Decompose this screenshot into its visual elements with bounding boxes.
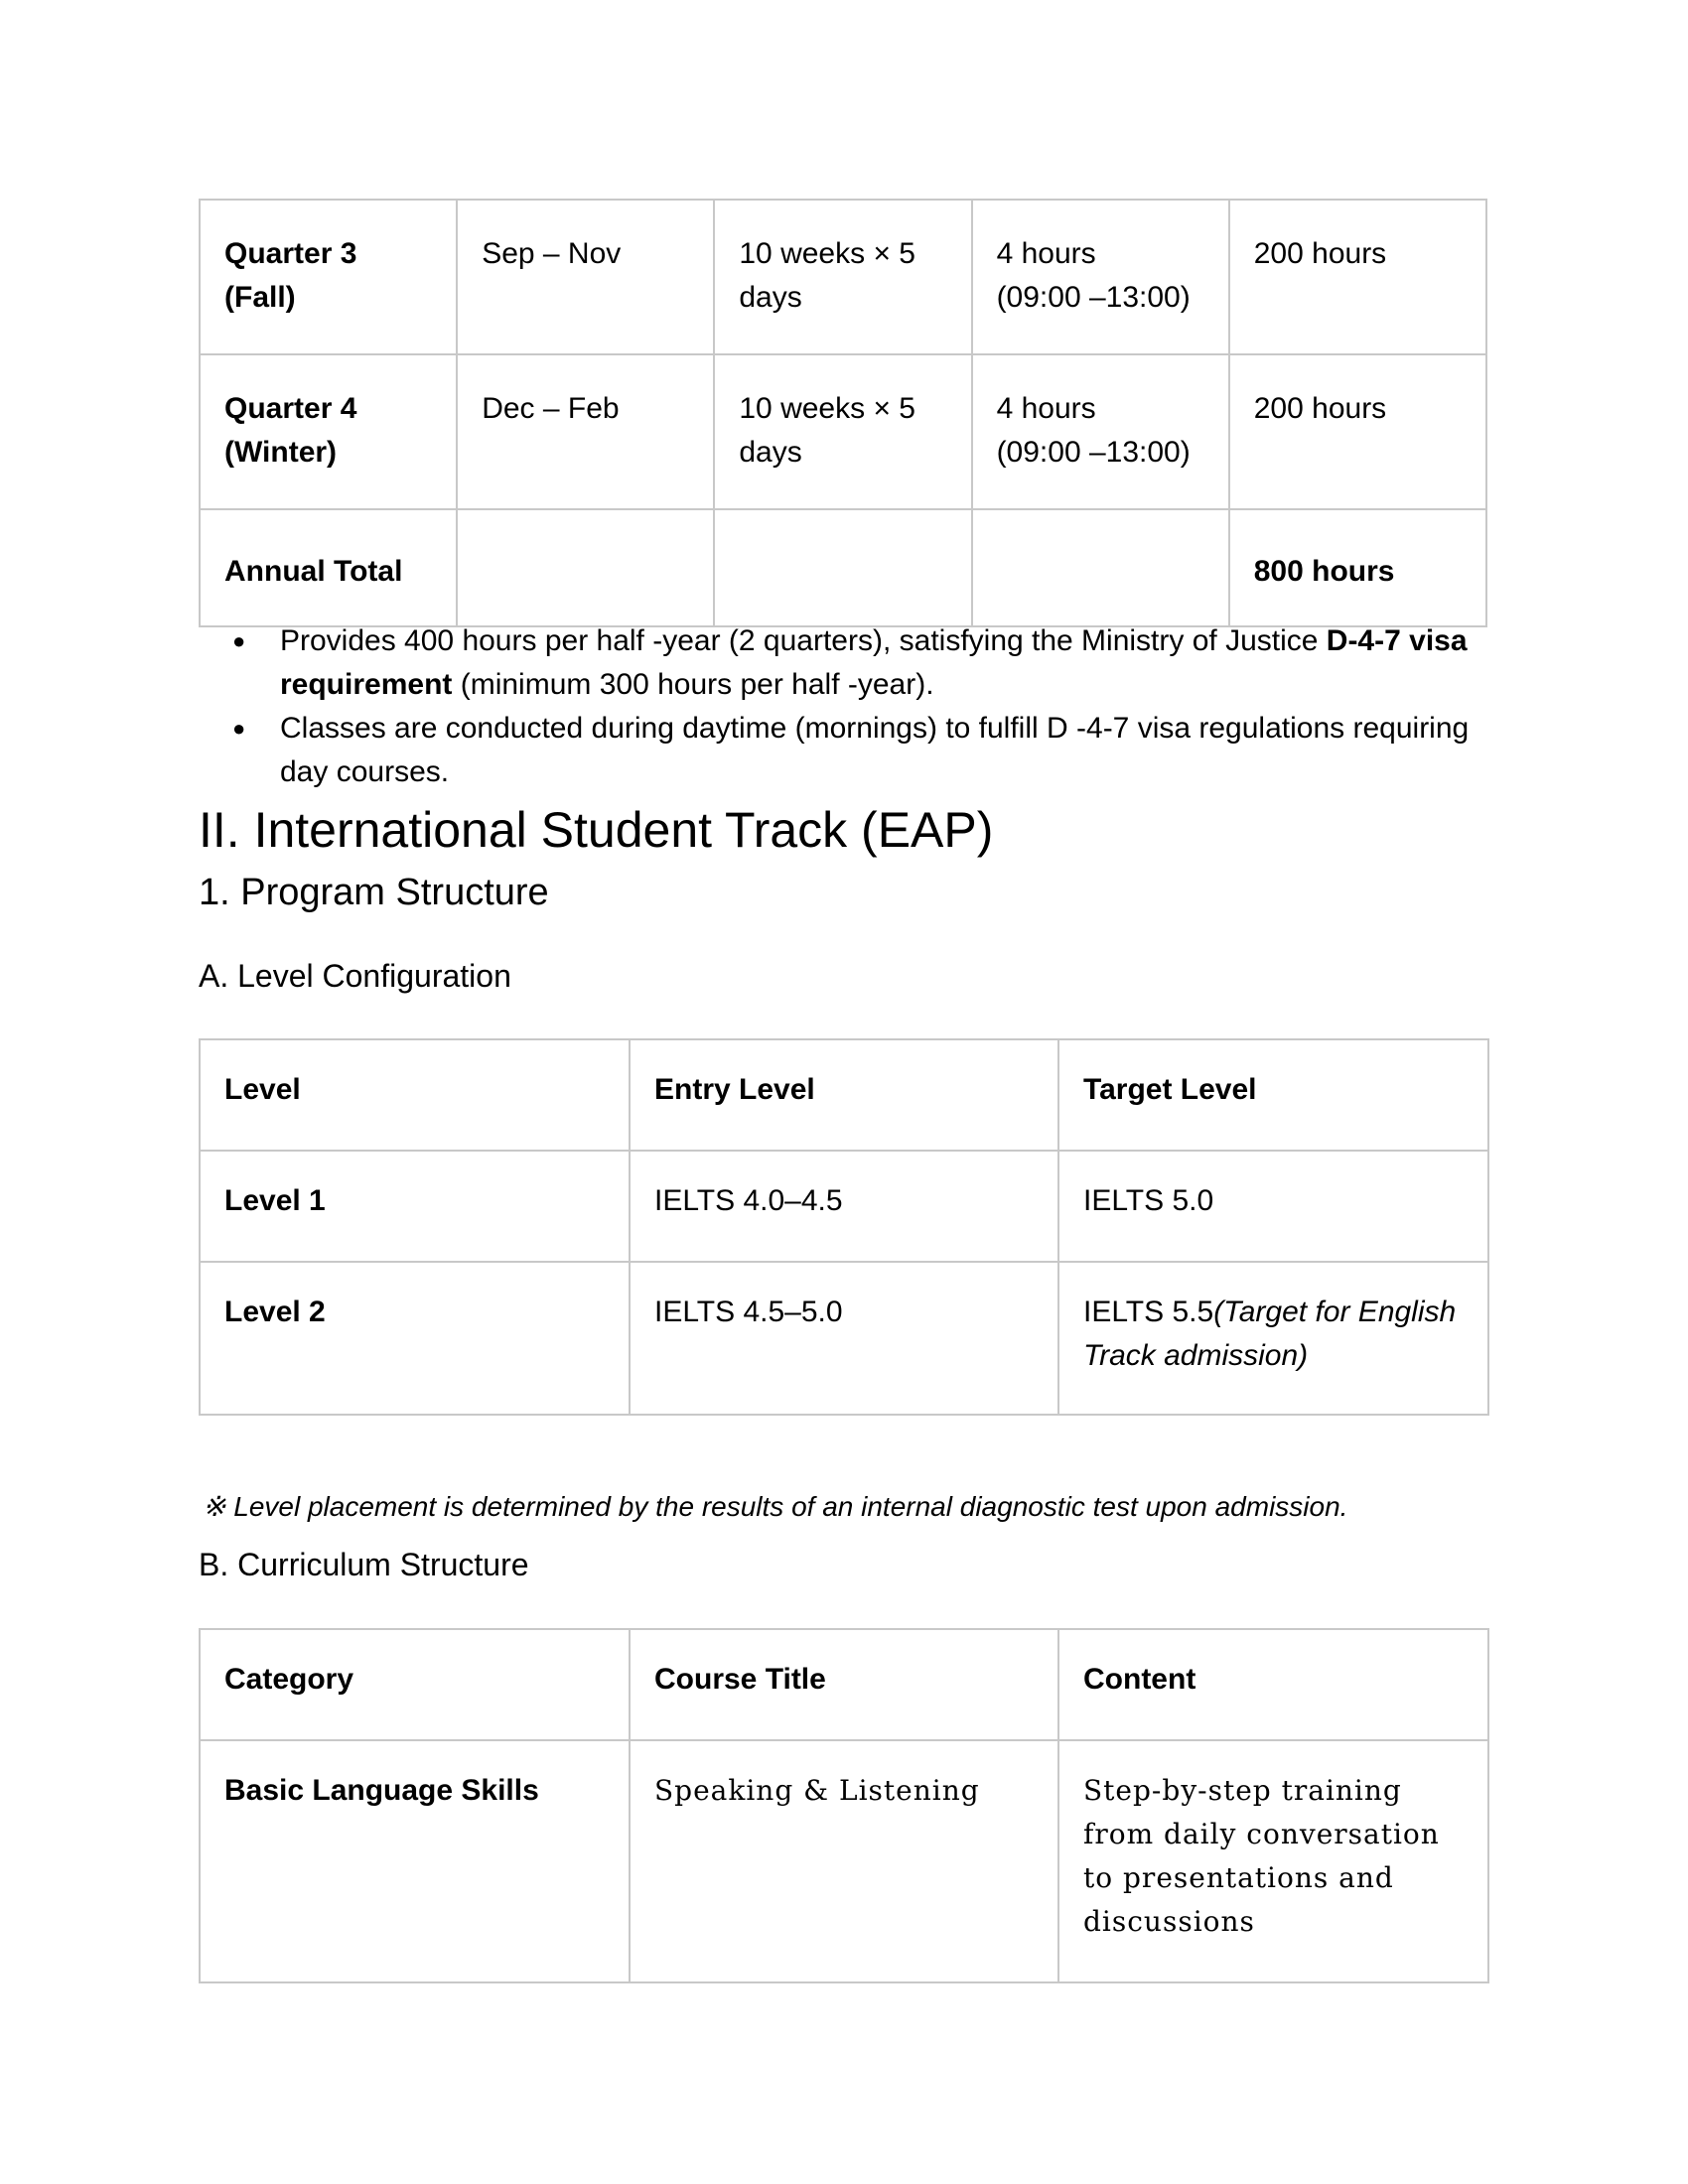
list-item <box>199 619 1489 707</box>
content-cell: Step-by-step training from daily conversation to presentations and discussions <box>1058 1740 1488 1982</box>
level-cell: Level 1 <box>200 1151 630 1262</box>
column-header: Course Title <box>630 1629 1058 1740</box>
cell-line: 4 hours (09:00 –13:00) <box>996 237 1191 314</box>
section-heading: II. International Student Track (EAP) <box>199 802 994 858</box>
empty-cell <box>972 509 1229 626</box>
annual-total-value: 800 hours <box>1229 509 1486 626</box>
weeks-cell <box>714 200 971 354</box>
level-table <box>199 1038 1489 1416</box>
level-cell: Level 2 <box>200 1262 630 1415</box>
target-value: IELTS 5.5 <box>1083 1296 1214 1328</box>
level-configuration-heading: A. Level Configuration <box>199 958 511 994</box>
annual-total-label: Annual Total <box>200 509 457 626</box>
curriculum-structure-heading: B. Curriculum Structure <box>199 1547 529 1582</box>
column-header: Level <box>200 1039 630 1151</box>
column-header: Content <box>1058 1629 1488 1740</box>
target-cell <box>1058 1151 1488 1262</box>
list-item <box>199 707 1489 794</box>
hours-cell <box>972 200 1229 354</box>
empty-cell <box>714 509 971 626</box>
column-header: Target Level <box>1058 1039 1488 1151</box>
cell-line: Quarter 4 (Winter) <box>224 392 357 469</box>
quarter-cell <box>200 354 457 509</box>
target-note: (Target for English Track admission) <box>1083 1296 1457 1372</box>
total-cell: 200 hours <box>1229 200 1486 354</box>
entry-cell: IELTS 4.0–4.5 <box>630 1151 1058 1262</box>
target-value: IELTS 5.0 <box>1083 1184 1214 1217</box>
course-title-cell: Speaking & Listening <box>630 1740 1058 1982</box>
entry-cell: IELTS 4.5–5.0 <box>630 1262 1058 1415</box>
table-header-row <box>200 1629 1488 1740</box>
target-cell <box>1058 1262 1488 1415</box>
column-header: Category <box>200 1629 630 1740</box>
table-row <box>200 1151 1488 1262</box>
hours-cell <box>972 354 1229 509</box>
bullet-list <box>199 619 1489 794</box>
column-header: Entry Level <box>630 1039 1058 1151</box>
category-cell: Basic Language Skills <box>200 1740 630 1982</box>
months-cell: Dec – Feb <box>457 354 714 509</box>
table-header-row <box>200 1039 1488 1151</box>
placement-note: ※ Level placement is determined by the results of an internal diagnostic test upon admission. <box>203 1491 1348 1522</box>
cell-line: 4 hours (09:00 –13:00) <box>996 392 1191 469</box>
table-row <box>200 200 1486 354</box>
months-cell: Sep – Nov <box>457 200 714 354</box>
table-row <box>200 1262 1488 1415</box>
quarter-cell <box>200 200 457 354</box>
cell-line: 10 weeks × 5 days <box>739 237 915 314</box>
bullet-text-bold: D-4-7 visa requirement <box>280 624 1468 701</box>
table-row <box>200 1740 1488 1982</box>
cell-line: Quarter 3 (Fall) <box>224 237 357 314</box>
curriculum-table <box>199 1628 1489 1983</box>
bullet-text: Classes are conducted during daytime (mornings) to fulfill D -4-7 visa regulations requiring day courses. <box>280 712 1470 788</box>
table-row <box>200 354 1486 509</box>
bullet-text: (minimum 300 hours per half -year). <box>452 668 934 701</box>
bullet-icon: ● <box>232 628 246 653</box>
table-row <box>200 509 1486 626</box>
empty-cell <box>457 509 714 626</box>
schedule-table <box>199 199 1487 627</box>
total-cell: 200 hours <box>1229 354 1486 509</box>
cell-line: 10 weeks × 5 days <box>739 392 915 469</box>
bullet-icon: ● <box>232 716 246 741</box>
weeks-cell <box>714 354 971 509</box>
bullet-text: Provides 400 hours per half -year (2 quarters), satisfying the Ministry of Justice <box>280 624 1327 657</box>
subsection-heading: 1. Program Structure <box>199 872 549 913</box>
